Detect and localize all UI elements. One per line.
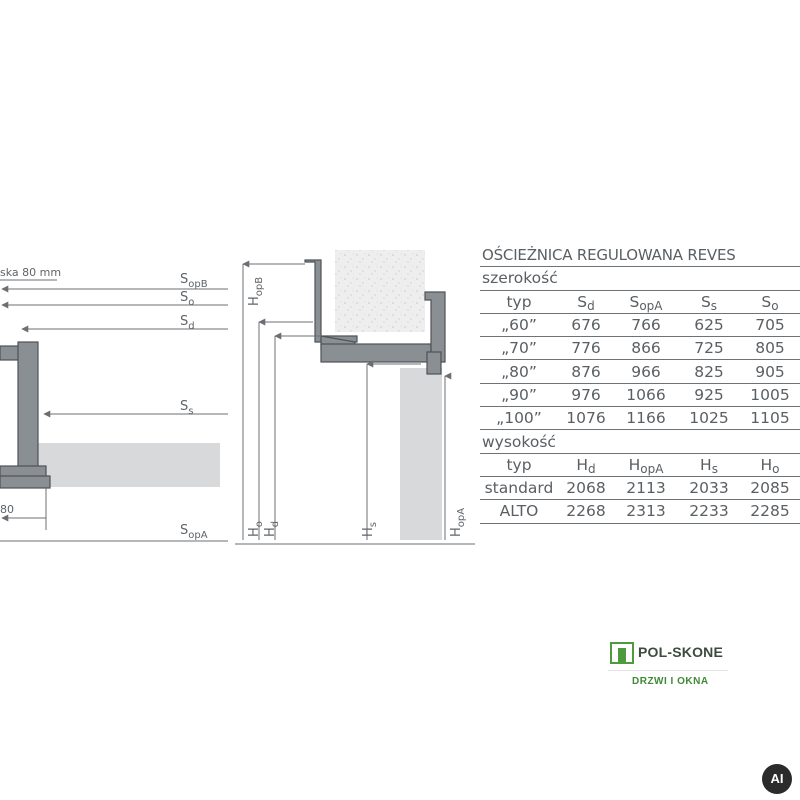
- frame-profile: [0, 342, 50, 488]
- table-cell: „80”: [480, 360, 558, 383]
- table-cell: 2085: [740, 476, 800, 499]
- table-cell: 866: [614, 337, 678, 360]
- wall-thickness-label: ska 80 mm: [0, 266, 62, 279]
- ss-label: $S_s$: [180, 399, 194, 417]
- floor-block: [38, 443, 220, 487]
- table-cell: 2113: [614, 476, 678, 499]
- door-leaf-area: [400, 368, 442, 540]
- table-row: [480, 337, 800, 360]
- column-header: $S_{opA}$: [614, 290, 678, 313]
- table-cell: 925: [678, 383, 740, 406]
- logo-name: POL-SKONE: [638, 644, 724, 660]
- door-logo-icon: [610, 642, 634, 664]
- sopb-label: $S_{opB}$: [180, 272, 208, 290]
- table-cell: „100”: [480, 407, 558, 430]
- height-section-label: wysokość: [480, 430, 800, 453]
- table-cell: 1066: [614, 383, 678, 406]
- table-row: [480, 360, 800, 383]
- frame-height-drawing: [235, 240, 475, 550]
- wall-section: [335, 250, 425, 332]
- table-cell: 976: [558, 383, 614, 406]
- hopa-label: $H_{opA}$: [449, 507, 467, 537]
- table-cell: 805: [740, 337, 800, 360]
- column-header: typ: [480, 290, 558, 313]
- table-cell: 766: [614, 313, 678, 336]
- table-cell: 2033: [678, 476, 740, 499]
- table-cell: 1005: [740, 383, 800, 406]
- table-cell: „60”: [480, 313, 558, 336]
- table-cell: 1025: [678, 407, 740, 430]
- table-row: [480, 407, 800, 430]
- column-header: $S_s$: [678, 290, 740, 313]
- table-cell: 625: [678, 313, 740, 336]
- column-header: $S_d$: [558, 290, 614, 313]
- table-cell: 2313: [614, 500, 678, 523]
- ai-badge[interactable]: AI: [762, 764, 792, 794]
- table-cell: 776: [558, 337, 614, 360]
- table-cell: 705: [740, 313, 800, 336]
- column-header: $H_o$: [740, 453, 800, 476]
- frame-width-drawing: [0, 250, 230, 550]
- table-cell: 2285: [740, 500, 800, 523]
- height-header-row: [480, 453, 800, 476]
- table-cell: 966: [614, 360, 678, 383]
- so-label: $S_o$: [180, 290, 195, 308]
- table-cell: 905: [740, 360, 800, 383]
- column-header: $H_d$: [558, 453, 614, 476]
- table-cell: 676: [558, 313, 614, 336]
- table-cell: 1166: [614, 407, 678, 430]
- logo-divider: [608, 670, 728, 671]
- hd-label: $H_d$: [263, 520, 281, 537]
- table-cell: 725: [678, 337, 740, 360]
- pol-skone-logo: [608, 640, 728, 692]
- table-row: [480, 476, 800, 499]
- column-header: typ: [480, 453, 558, 476]
- column-header: $H_{opA}$: [614, 453, 678, 476]
- table-cell: ALTO: [480, 500, 558, 523]
- width-header-row: [480, 290, 800, 313]
- table-cell: 825: [678, 360, 740, 383]
- table-cell: „90”: [480, 383, 558, 406]
- table-cell: 2233: [678, 500, 740, 523]
- column-header: $H_s$: [678, 453, 740, 476]
- sopa-label: $S_{opA}$: [180, 523, 208, 541]
- frame-dimensions-table: [480, 244, 800, 524]
- table-cell: 1105: [740, 407, 800, 430]
- hs-label: $H_s$: [361, 522, 379, 537]
- table-cell: standard: [480, 476, 558, 499]
- table-row: [480, 383, 800, 406]
- ho-label: $H_o$: [247, 521, 265, 537]
- column-header: $S_o$: [740, 290, 800, 313]
- table-cell: 876: [558, 360, 614, 383]
- table-cell: „70”: [480, 337, 558, 360]
- table-row: [480, 500, 800, 523]
- table-cell: 2268: [558, 500, 614, 523]
- logo-tagline: DRZWI I OKNA: [632, 676, 709, 687]
- hopb-label: $H_{opB}$: [247, 276, 265, 306]
- table-cell: 1076: [558, 407, 614, 430]
- table-row: [480, 313, 800, 336]
- dim-80-label: 80: [0, 503, 14, 516]
- sd-label: $S_d$: [180, 314, 195, 332]
- table-title: OŚCIEŻNICA REGULOWANA REVES: [482, 246, 736, 265]
- table-cell: 2068: [558, 476, 614, 499]
- width-section-label: szerokość: [480, 267, 800, 290]
